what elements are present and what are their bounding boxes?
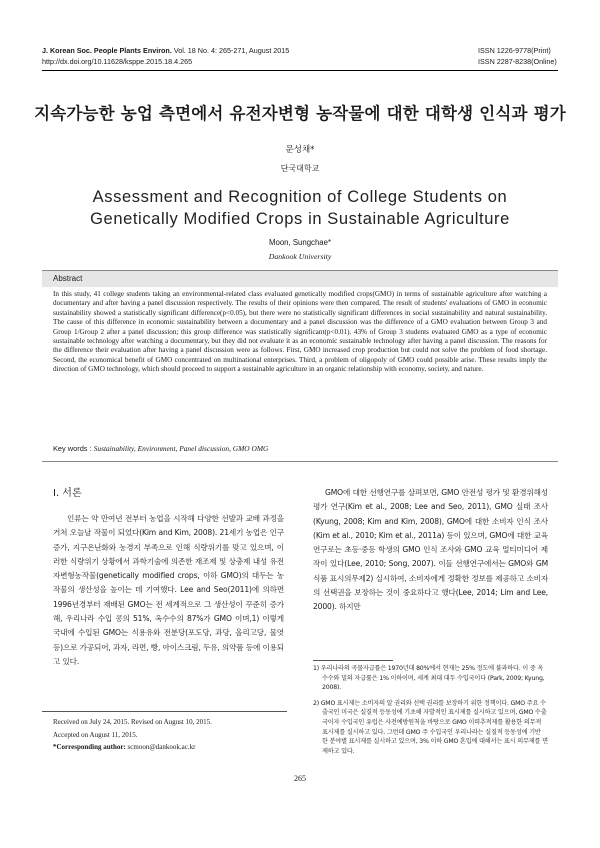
section-heading: Ⅰ. 서론 (53, 488, 82, 499)
issn-online: ISSN 2287-8238(Online) (478, 57, 557, 66)
body-column-left (53, 512, 284, 669)
issn-print: ISSN 1226-9778(Print) (478, 46, 551, 55)
body-column-right (313, 486, 548, 615)
footnote-2: 2) GMO 표시제는 소비자의 알 권리와 선택 권리를 보장하기 위한 정책이다. GMO 주요 수출국인 미국은 실질적 등동성에 기초해 자발적인 표시제를 실시하고 있으며, GMO 수출국이자 수입국인 유럽은 사전예방원칙을 바탕으로 GMO 이력추적제를 활용한 의무적 표시제를 실시하고 있다. 그런데 GMO 주 수입국인 우리나라는 실질적 등동성에 기반 한 분야별 표시제를 실시하고 있으며, 3% 이하 GMO 혼입에 대해서는 표시 의무제를 면제하고 있다. (313, 699, 548, 755)
abstract-heading: Abstract (42, 271, 558, 287)
corresponding-email[interactable]: scmoon@dankook.ac.kr (127, 743, 196, 751)
body-paragraph: 인류는 약 만여년 전부터 농업을 시작해 다양한 선발과 교배 과정을 거쳐 오늘날 작물이 되었다(Kim and Kim, 2008). 21세기 농업은 인구증가, 지구온난화와 농경지 부족으로 인해 식량위기를 맞고 있으며, 이러한 식량위기 상황에서 과학기술에 의존한 재조제 및 상충제 내성 유전자변형농작물(genetically modified crops, 이하 GMO)의 대두는 농작물의 생산성을 높이는 데 기여했다. Lee and Seo(2011)에 의하면 1996년경부터 재배된 GMO는 전 세계적으로 그 생산성이 꾸준히 증가해, 우리나라 수입 콩의 51%, 옥수수의 87%가 GMO 이며,1) 이렇게 국내에 수입된 GMO는 식용유와 전분당(포도당, 과당, 올리고당, 물엿 등)으로 가공되어, 과자, 라면, 빵, 아이스크림, 두유, 의약품 등에 이용되고 있다. (53, 514, 284, 666)
page-number: 265 (294, 774, 306, 783)
keywords-text: Sustainability, Environment, Panel discussion, GMO OMG (93, 444, 269, 453)
received-divider (42, 711, 287, 712)
keywords-divider (42, 461, 558, 462)
title-korean: 지속가능한 농업 측면에서 유전자변형 농작물에 대한 대학생 인식과 평가 (34, 104, 566, 123)
journal-header (42, 45, 289, 67)
issn-block (478, 45, 557, 67)
footnote-1: 1) 우리나라의 곡물자급률은 1970년대 80%에서 현재는 25% 정도에 불과하다. 이 중 옥수수와 밀의 자급률은 1% 이하이며, 세계 최대 대두 수입국이다 (Park, 2009; Kyung, 2008). (313, 665, 545, 692)
accepted-date: Accepted on August 11, 2015. (53, 730, 138, 739)
title-english (0, 186, 600, 230)
journal-name: J. Korean Soc. People Plants Environ. (42, 46, 172, 55)
abstract-text: In this study, 41 college students taking an environmental-related class evaluated genetically modified crops(GMO) in terms of sustainable agriculture after watching a documentary and after having a panel discussion respectively. The results of their opinions were then compared. The result of students' evaluations of GMO in economic sustainability showed a statistically significant difference(p<0.05), but there were no statistically significant differences in social sustainability and natural sustainability. The cause of this difference in economic sustainability between a documentary and a panel discussion was the difference of a GMO evaluation between Group 3 and Group 1/Group 2 after a panel discussion; this group difference was statistically significant(p<0.01). 43% of Group 3 students evaluated GMO as a type of economic sustainable technology after watching a documentary, but they did not evaluate it as an economic sustainable technology after having a panel discussion. The reasons for the difference their evaluation after having a panel discussion were as follows. First, GMO increased crop production but could not solve the problem of food shortage. Second, the economical benefit of GMO concentrated on multinational enterprises. Third, a problem of oligopoly of GMO could possible arise. These results imply the direction of GMO technology, which should proceed to support a sustainable agriculture in an organic relationship with economy, society, and nature. (53, 290, 547, 374)
footnotes (313, 664, 548, 762)
title-english-line1: Assessment and Recognition of College Students on (92, 188, 508, 206)
title-english-line2: Genetically Modified Crops in Sustainable Agriculture (90, 210, 510, 228)
affiliation-english: Dankook University (268, 252, 332, 261)
affiliation-korean: 단국대학교 (280, 164, 320, 173)
corresponding-author (53, 741, 212, 754)
footnote-divider (313, 660, 393, 661)
author-english: Moon, Sungchae* (269, 238, 331, 247)
journal-citation: Vol. 18 No. 4: 265-271, August 2015 (173, 46, 290, 55)
body-paragraph: GMO에 대한 선행연구를 살펴보면, GMO 안전성 평가 및 환경위해성 평가 연구(Kim et al., 2008; Lee and Seo, 2011), GMO 실태 조사(Kyung, 2008; Kim and Kim, 2008), GMO에 대한 소비자 인식 조사(Kim et al., 2010; Kim et al., 2011a) 등이 있으며, GMO에 대한 교육 연구로는 초등·중등 학생의 GMO 인식 조사와 GMO 교육 멀티미디어 제작이 있다(Lee, 2010; Song, 2007). 이들 선행연구에서는 GMO와 GM식품 표시의무제2) 실시하여, 소비자에게 정확한 정보를 제공하고 소비자의 선택권을 보장하는 것이 중요하다고 했다(Lee, 2014; Lim and Lee, 2000). 하지만 (313, 488, 548, 612)
corresponding-label: *Corresponding author: (53, 743, 126, 751)
keywords (53, 444, 268, 453)
received-info (53, 716, 212, 754)
keywords-label: Key words : (53, 444, 92, 453)
abstract-box (42, 270, 558, 435)
header-divider (42, 70, 558, 71)
author-korean: 문성채* (285, 145, 315, 155)
doi-link[interactable]: http://dx.doi.org/10.11628/ksppe.2015.18.4.265 (42, 57, 193, 66)
received-date: Received on July 24, 2015. Revised on August 10, 2015. (53, 718, 212, 726)
